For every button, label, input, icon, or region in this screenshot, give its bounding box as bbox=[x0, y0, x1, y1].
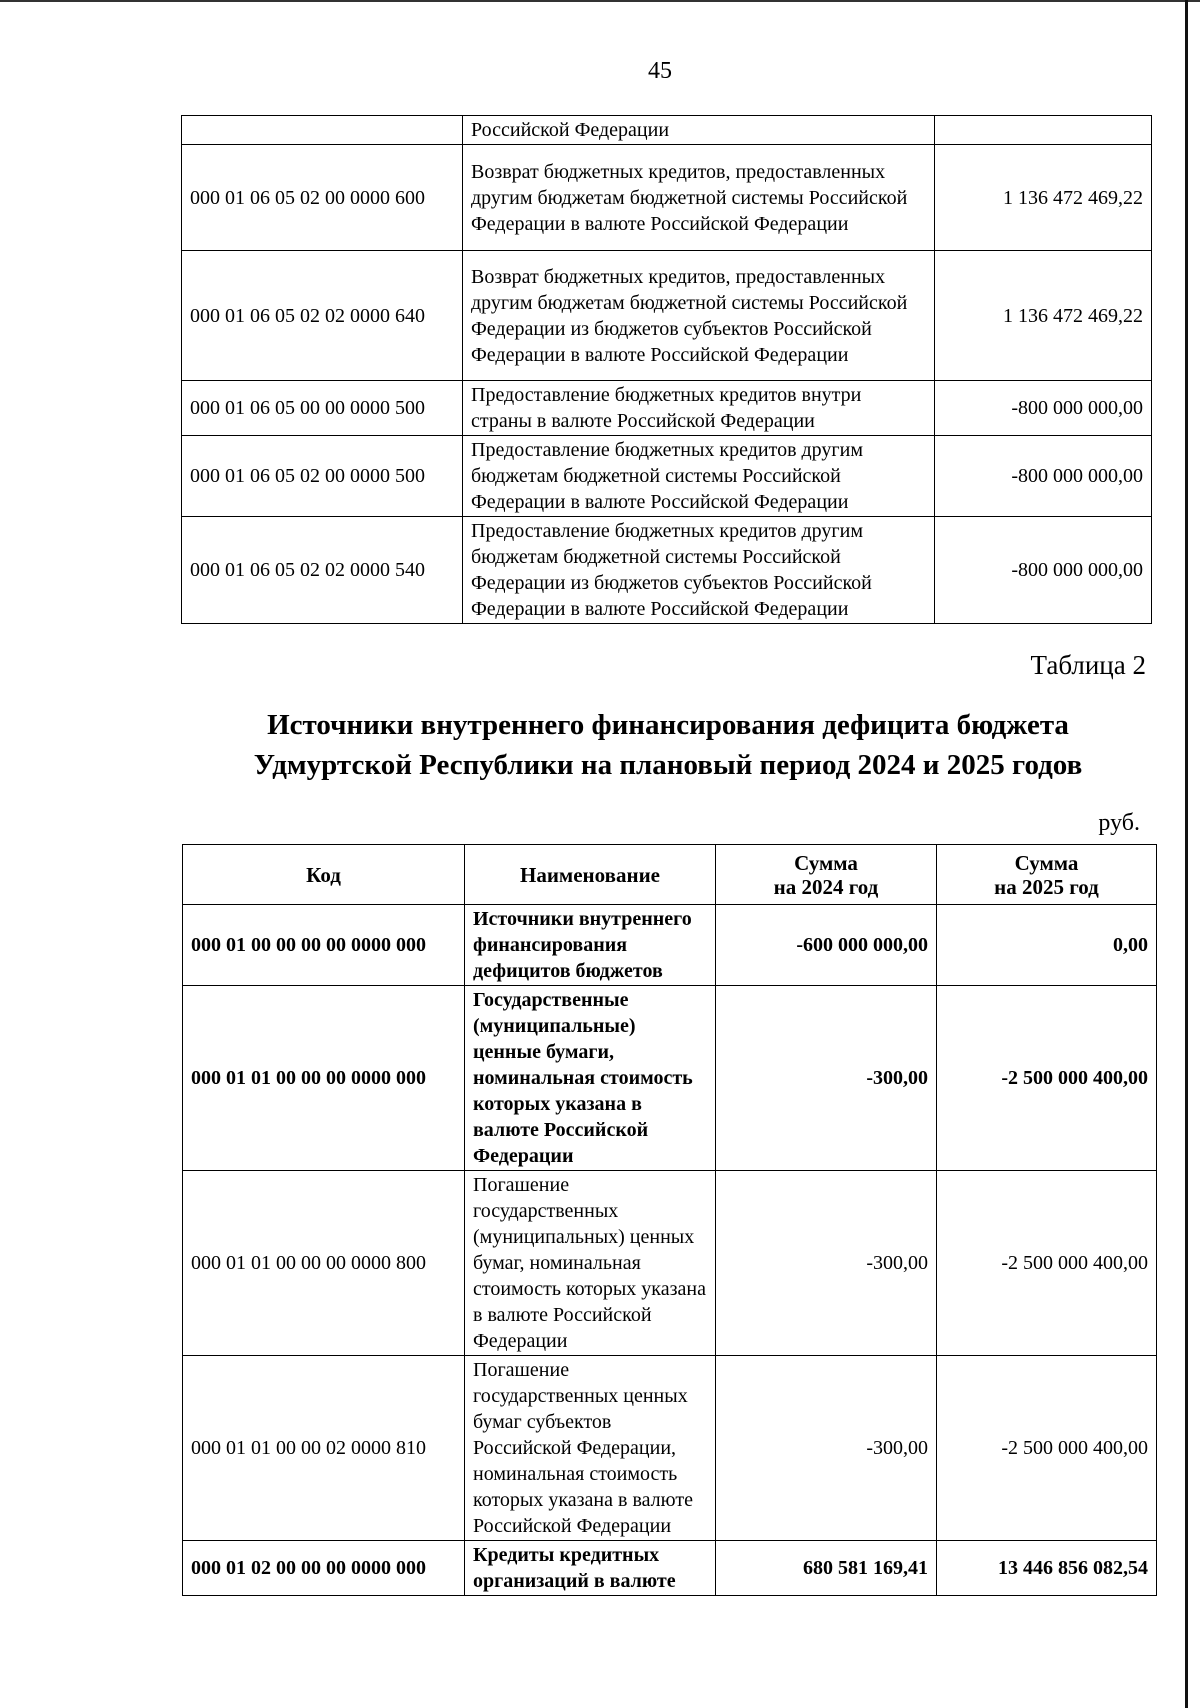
table-row bbox=[182, 116, 1152, 145]
sum-2024-cell: -300,00 bbox=[716, 1171, 937, 1356]
header-sum-2025-line-1: Сумма bbox=[1014, 850, 1079, 875]
header-sum-2024-line-1: Сумма bbox=[794, 850, 858, 875]
scan-right-edge bbox=[1185, 0, 1188, 1708]
table-row bbox=[183, 1541, 1157, 1596]
header-sum-2024-line-2: на 2024 год bbox=[773, 874, 879, 899]
sum-2025-cell: -2 500 000 400,00 bbox=[937, 986, 1157, 1171]
name-cell: Возврат бюджетных кредитов, предоставленных другим бюджетам бюджетной системы Российской Федерации из бюджетов субъектов Российской Федерации в валюте Российской Федерации bbox=[463, 251, 935, 381]
table-header-row bbox=[183, 845, 1157, 905]
table-title-line-1: Источники внутреннего финансирования дефицита бюджета bbox=[267, 709, 1069, 741]
code-cell: 000 01 06 05 02 00 0000 500 bbox=[182, 436, 463, 517]
amount-cell: -800 000 000,00 bbox=[935, 517, 1152, 624]
code-cell: 000 01 06 05 02 02 0000 540 bbox=[182, 517, 463, 624]
header-sum-2024 bbox=[716, 845, 937, 905]
code-cell: 000 01 06 05 00 00 0000 500 bbox=[182, 381, 463, 436]
sum-2025-cell: -2 500 000 400,00 bbox=[937, 1171, 1157, 1356]
code-cell: 000 01 06 05 02 02 0000 640 bbox=[182, 251, 463, 381]
amount-cell: -800 000 000,00 bbox=[935, 436, 1152, 517]
unit-label: руб. bbox=[1098, 810, 1140, 836]
code-cell bbox=[182, 116, 463, 145]
sum-2025-cell: 13 446 856 082,54 bbox=[937, 1541, 1157, 1596]
name-cell: Кредиты кредитных организаций в валюте bbox=[465, 1541, 716, 1596]
header-name: Наименование bbox=[465, 845, 716, 905]
amount-cell bbox=[935, 116, 1152, 145]
table-row bbox=[183, 1171, 1157, 1356]
name-cell: Возврат бюджетных кредитов, предоставленных другим бюджетам бюджетной системы Российской Федерации в валюте Российской Федерации bbox=[463, 145, 935, 251]
sum-2024-cell: 680 581 169,41 bbox=[716, 1541, 937, 1596]
amount-cell: 1 136 472 469,22 bbox=[935, 145, 1152, 251]
table-row bbox=[182, 517, 1152, 624]
table-row bbox=[183, 905, 1157, 986]
sum-2024-cell: -600 000 000,00 bbox=[716, 905, 937, 986]
name-cell: Предоставление бюджетных кредитов другим бюджетам бюджетной системы Российской Федерации из бюджетов субъектов Российской Федерации в валюте Российской Федерации bbox=[463, 517, 935, 624]
code-cell: 000 01 01 00 00 00 0000 000 bbox=[183, 986, 465, 1171]
code-cell: 000 01 06 05 02 00 0000 600 bbox=[182, 145, 463, 251]
table-row bbox=[182, 436, 1152, 517]
name-cell: Источники внутреннего финансирования дефицитов бюджетов bbox=[465, 905, 716, 986]
code-cell: 000 01 01 00 00 02 0000 810 bbox=[183, 1356, 465, 1541]
sources-table-2024-2025 bbox=[182, 844, 1157, 1596]
name-cell: Предоставление бюджетных кредитов внутри страны в валюте Российской Федерации bbox=[463, 381, 935, 436]
name-cell: Погашение государственных (муниципальных) ценных бумаг, номинальная стоимость которых указана в валюте Российской Федерации bbox=[465, 1171, 716, 1356]
code-cell: 000 01 01 00 00 00 0000 800 bbox=[183, 1171, 465, 1356]
amount-cell: 1 136 472 469,22 bbox=[935, 251, 1152, 381]
table-row bbox=[182, 145, 1152, 251]
scan-top-edge bbox=[0, 0, 1200, 2]
header-code: Код bbox=[183, 845, 465, 905]
code-cell: 000 01 00 00 00 00 0000 000 bbox=[183, 905, 465, 986]
sum-2024-cell: -300,00 bbox=[716, 986, 937, 1171]
amount-cell: -800 000 000,00 bbox=[935, 381, 1152, 436]
table-label: Таблица 2 bbox=[1030, 650, 1146, 680]
header-sum-2025 bbox=[937, 845, 1157, 905]
header-sum-2025-line-2: на 2025 год bbox=[994, 874, 1099, 899]
table-row bbox=[182, 251, 1152, 381]
table-title bbox=[0, 705, 1200, 785]
sources-table-continued bbox=[181, 115, 1152, 624]
name-cell: Погашение государственных ценных бумаг субъектов Российской Федерации, номинальная стоимость которых указана в валюте Российской Федерации bbox=[465, 1356, 716, 1541]
table-row bbox=[183, 986, 1157, 1171]
table-title-line-2: Удмуртской Республики на плановый период 2024 и 2025 годов bbox=[253, 749, 1083, 781]
code-cell: 000 01 02 00 00 00 0000 000 bbox=[183, 1541, 465, 1596]
page-number: 45 bbox=[648, 58, 672, 84]
name-cell: Российской Федерации bbox=[463, 116, 935, 145]
sum-2025-cell: 0,00 bbox=[937, 905, 1157, 986]
table-row bbox=[182, 381, 1152, 436]
table-row bbox=[183, 1356, 1157, 1541]
name-cell: Предоставление бюджетных кредитов другим бюджетам бюджетной системы Российской Федерации в валюте Российской Федерации bbox=[463, 436, 935, 517]
name-cell: Государственные (муниципальные) ценные бумаги, номинальная стоимость которых указана в валюте Российской Федерации bbox=[465, 986, 716, 1171]
sum-2025-cell: -2 500 000 400,00 bbox=[937, 1356, 1157, 1541]
sum-2024-cell: -300,00 bbox=[716, 1356, 937, 1541]
